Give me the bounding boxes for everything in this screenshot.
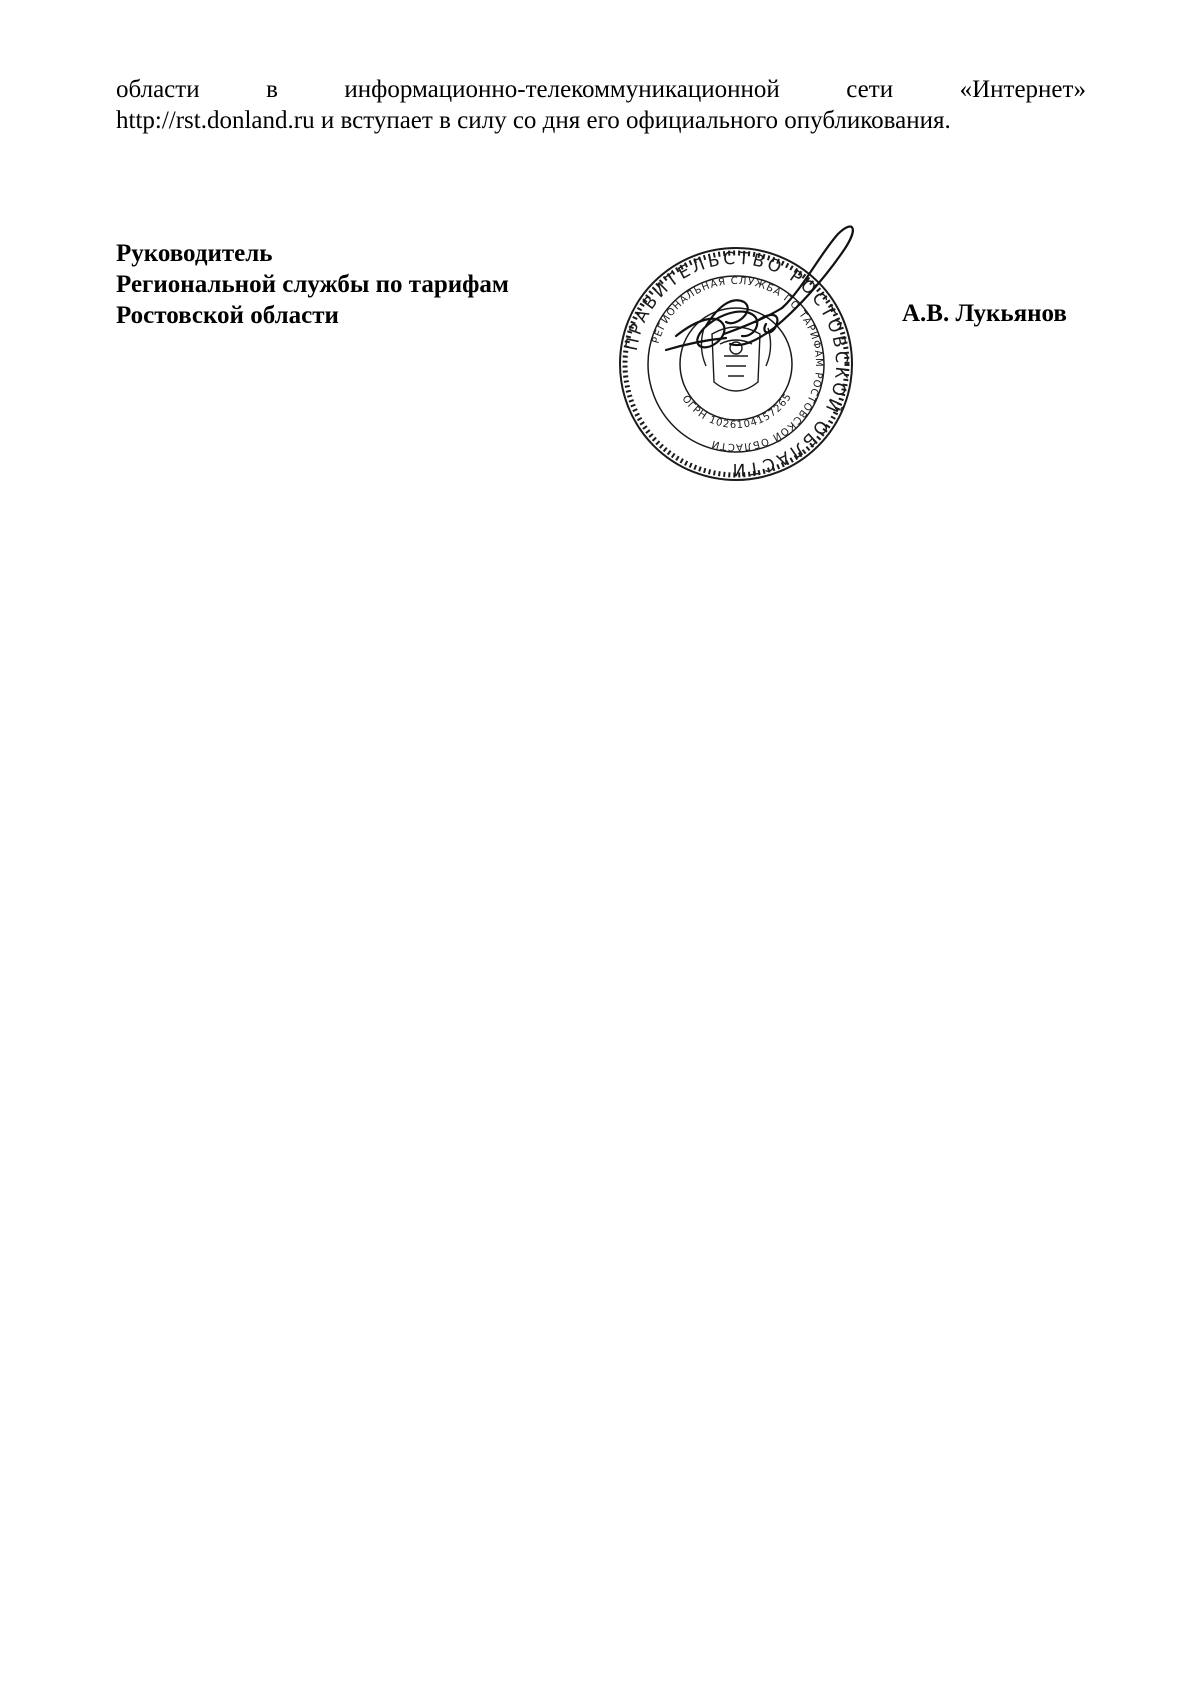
official-seal-with-signature	[606, 216, 866, 486]
signer-name: А.В. Лукьянов	[902, 300, 1067, 327]
signatory-title-line: Руководитель	[116, 240, 273, 267]
paragraph-word: области	[116, 76, 200, 103]
signatory-title	[116, 238, 509, 331]
paragraph-word: в	[266, 76, 278, 103]
signatory-title-line: Ростовской области	[116, 302, 339, 329]
paragraph-word: сети	[846, 76, 894, 103]
paragraph-word: «Интернет»	[959, 76, 1086, 103]
signatory-title-line: Региональной службы по тарифам	[116, 271, 509, 298]
svg-text:ПРАВИТЕЛЬСТВО РОСТОВСКОЙ ОБЛАС: ПРАВИТЕЛЬСТВО РОСТОВСКОЙ ОБЛАСТИ	[621, 248, 852, 480]
paragraph-line-2: http://rst.donland.ru и вступает в силу со дня его официального опубликования.	[116, 107, 951, 134]
seal-icon	[606, 216, 866, 486]
svg-text:ОГРН 1026104157265: ОГРН 1026104157265	[679, 391, 795, 432]
svg-text:РЕГИОНАЛЬНАЯ СЛУЖБА ПО ТАРИФАМ: РЕГИОНАЛЬНАЯ СЛУЖБА ПО ТАРИФАМ РОСТОВСКОЙ ОБЛАСТИ	[650, 275, 825, 453]
body-paragraph	[116, 74, 1086, 136]
paragraph-word: информационно-телекоммуникационной	[344, 76, 780, 103]
paragraph-line-1	[116, 74, 1086, 105]
